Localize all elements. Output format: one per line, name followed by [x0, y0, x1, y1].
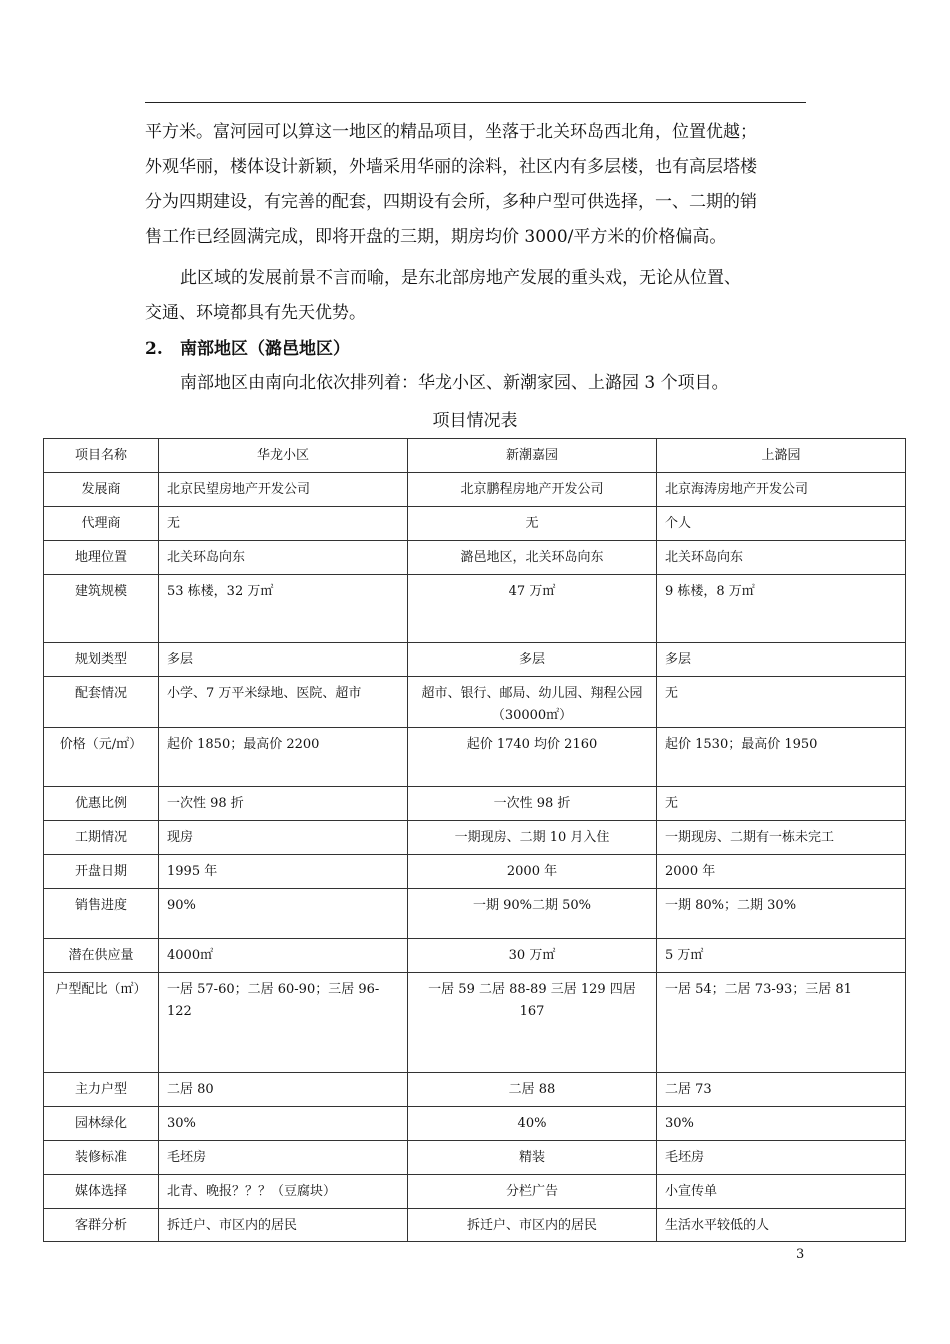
paragraph-line: 分为四期建设，有完善的配套，四期设有会所，多种户型可供选择，一、二期的销 [145, 192, 757, 212]
project-info-table [43, 438, 906, 1242]
table-cell: 北京鹏程房地产开发公司 [408, 473, 657, 507]
table-row [44, 677, 906, 728]
section-title: 南部地区（潞邑地区） [180, 339, 350, 359]
table-header-cell: 新潮嘉园 [408, 439, 657, 473]
table-cell: 47 万㎡ [408, 575, 657, 643]
table-header-cell: 华龙小区 [159, 439, 408, 473]
table-cell: 30% [159, 1107, 408, 1141]
table-cell: 40% [408, 1107, 657, 1141]
table-cell: 一期 90%二期 50% [408, 889, 657, 939]
table-row [44, 541, 906, 575]
table-row-label: 销售进度 [44, 889, 159, 939]
table-cell: 北青、晚报？？？（豆腐块） [159, 1175, 408, 1209]
table-header-cell: 项目名称 [44, 439, 159, 473]
table-cell: 53 栋楼，32 万㎡ [159, 575, 408, 643]
table-cell: 多层 [159, 643, 408, 677]
table-cell: 一居 54；二居 73-93；三居 81 [657, 973, 906, 1073]
table-cell: 小学、7 万平米绿地、医院、超市 [159, 677, 408, 728]
table-row [44, 939, 906, 973]
table-cell: 5 万㎡ [657, 939, 906, 973]
table-row [44, 728, 906, 787]
paragraph-line: 外观华丽，楼体设计新颖，外墙采用华丽的涂料，社区内有多层楼，也有高层塔楼 [145, 157, 757, 177]
table-cell: 起价 1740 均价 2160 [408, 728, 657, 787]
table-cell: 1995 年 [159, 855, 408, 889]
paragraph-line: 平方米。富河园可以算这一地区的精品项目，坐落于北关环岛西北角，位置优越； [145, 122, 757, 142]
table-row-label: 户型配比（㎡） [44, 973, 159, 1073]
table-cell: 无 [159, 507, 408, 541]
table-row [44, 575, 906, 643]
table-row-label: 建筑规模 [44, 575, 159, 643]
table-row [44, 787, 906, 821]
table-cell: 一期现房、二期有一栋未完工 [657, 821, 906, 855]
table-cell: 一居 59 二居 88-89 三居 129 四居 167 [408, 973, 657, 1073]
table-cell: 一次性 98 折 [408, 787, 657, 821]
table-row [44, 1175, 906, 1209]
table-row [44, 973, 906, 1073]
table-cell: 一期 80%；二期 30% [657, 889, 906, 939]
table-row [44, 507, 906, 541]
table-cell: 拆迁户、市区内的居民 [408, 1209, 657, 1242]
table-row-label: 潜在供应量 [44, 939, 159, 973]
table-cell: 生活水平较低的人 [657, 1209, 906, 1242]
table-cell: 潞邑地区，北关环岛向东 [408, 541, 657, 575]
table-cell: 起价 1850；最高价 2200 [159, 728, 408, 787]
table-row-label: 规划类型 [44, 643, 159, 677]
table-cell: 30% [657, 1107, 906, 1141]
table-cell: 现房 [159, 821, 408, 855]
table-row-label: 优惠比例 [44, 787, 159, 821]
table-row-label: 地理位置 [44, 541, 159, 575]
table-cell: 起价 1530；最高价 1950 [657, 728, 906, 787]
table-cell: 2000 年 [408, 855, 657, 889]
table-cell: 无 [657, 787, 906, 821]
table-row [44, 855, 906, 889]
table-cell: 拆迁户、市区内的居民 [159, 1209, 408, 1242]
header-rule [145, 102, 806, 103]
table-row [44, 643, 906, 677]
table-cell: 个人 [657, 507, 906, 541]
table-row [44, 1141, 906, 1175]
table-row-label: 价格（元/㎡） [44, 728, 159, 787]
table-cell: 小宣传单 [657, 1175, 906, 1209]
table-cell: 毛坯房 [159, 1141, 408, 1175]
table-row-label: 发展商 [44, 473, 159, 507]
section-number: 2. [145, 339, 163, 359]
section-intro: 南部地区由南向北依次排列着：华龙小区、新潮家园、上潞园 3 个项目。 [180, 373, 729, 393]
table-cell: 二居 73 [657, 1073, 906, 1107]
table-row-label: 开盘日期 [44, 855, 159, 889]
table-row [44, 889, 906, 939]
table-cell: 二居 88 [408, 1073, 657, 1107]
table-row-label: 客群分析 [44, 1209, 159, 1242]
table-cell: 30 万㎡ [408, 939, 657, 973]
table-row-label: 工期情况 [44, 821, 159, 855]
table-header-row [44, 439, 906, 473]
table-cell: 无 [657, 677, 906, 728]
table-cell: 北关环岛向东 [159, 541, 408, 575]
table-row [44, 821, 906, 855]
table-cell: 二居 80 [159, 1073, 408, 1107]
table-cell: 超市、银行、邮局、幼儿园、翔程公园（30000㎡） [408, 677, 657, 728]
table-cell: 无 [408, 507, 657, 541]
table-cell: 精装 [408, 1141, 657, 1175]
table-row [44, 1073, 906, 1107]
paragraph-line: 交通、环境都具有先天优势。 [145, 303, 366, 323]
table-cell: 2000 年 [657, 855, 906, 889]
page-number: 3 [796, 1247, 805, 1262]
table-cell: 4000㎡ [159, 939, 408, 973]
table-cell: 多层 [408, 643, 657, 677]
table-cell: 北关环岛向东 [657, 541, 906, 575]
table-row-label: 主力户型 [44, 1073, 159, 1107]
table-row-label: 代理商 [44, 507, 159, 541]
paragraph-prospect [145, 261, 807, 331]
table-cell: 分栏广告 [408, 1175, 657, 1209]
paragraph-fuheyuan [145, 115, 807, 255]
paragraph-line: 此区域的发展前景不言而喻，是东北部房地产发展的重头戏，无论从位置、 [180, 268, 741, 288]
paragraph-line: 售工作已经圆满完成，即将开盘的三期，期房均价 3000/平方米的价格偏高。 [145, 227, 727, 247]
table-cell: 一次性 98 折 [159, 787, 408, 821]
section-heading [145, 337, 350, 361]
table-row-label: 园林绿化 [44, 1107, 159, 1141]
table-row [44, 473, 906, 507]
table-cell: 毛坯房 [657, 1141, 906, 1175]
table-cell: 北京民望房地产开发公司 [159, 473, 408, 507]
table-cell: 一期现房、二期 10 月入住 [408, 821, 657, 855]
table-row-label: 配套情况 [44, 677, 159, 728]
table-cell: 90% [159, 889, 408, 939]
table-cell: 多层 [657, 643, 906, 677]
table-row [44, 1107, 906, 1141]
table-cell: 9 栋楼，8 万㎡ [657, 575, 906, 643]
table-header-cell: 上潞园 [657, 439, 906, 473]
table-body [44, 439, 906, 1242]
table-row-label: 媒体选择 [44, 1175, 159, 1209]
table-caption: 项目情况表 [432, 411, 518, 431]
table-row-label: 装修标准 [44, 1141, 159, 1175]
table-row [44, 1209, 906, 1242]
table-cell: 一居 57-60；二居 60-90；三居 96-122 [159, 973, 408, 1073]
table-cell: 北京海涛房地产开发公司 [657, 473, 906, 507]
